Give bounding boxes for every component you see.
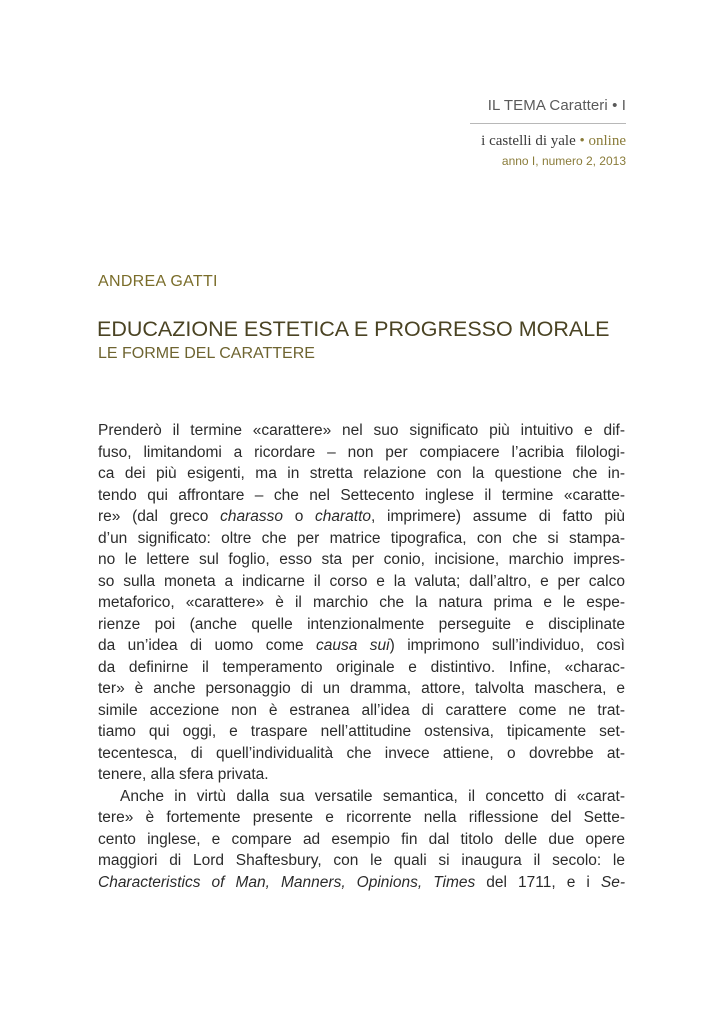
body-line: tecentesca, di quell’individualità che invece attiene, o dovrebbe at- bbox=[98, 744, 625, 762]
header-divider bbox=[470, 123, 626, 124]
body-line: d’un significato: oltre che per matrice tipografica, con che si stampa- bbox=[98, 529, 625, 547]
body-line-segment: re» (dal greco bbox=[98, 508, 221, 525]
italic-book-title: Characteristics of Man, Manners, Opinions, Times bbox=[98, 873, 476, 891]
article-subtitle: LE FORME DEL CARATTERE bbox=[98, 345, 315, 362]
journal-format: online bbox=[588, 133, 626, 149]
body-line: da definirne il temperamento originale e distintivo. Infine, «charac- bbox=[98, 658, 625, 676]
body-line: so sulla moneta a indicarne il corso e la valuta; dall’altro, e per calco bbox=[98, 572, 625, 590]
body-line-segment: del 1711, e i bbox=[486, 873, 601, 891]
body-line-segment: ) imprimono sull’individuo, così bbox=[389, 637, 625, 654]
italic-term: charasso bbox=[220, 508, 283, 525]
body-line: tiamo qui oggi, e traspare nell’attitudine ostensiva, tipicamente set- bbox=[98, 723, 625, 740]
body-line-segment: , imprimere) assume di fatto più bbox=[371, 508, 625, 525]
body-line: fuso, limitandomi a ricordare – non per compiacere l’acribia filologi- bbox=[98, 443, 625, 461]
body-line: tendo qui affrontare – che nel Settecento inglese il termine «caratte- bbox=[98, 486, 625, 504]
body-line-segment: o bbox=[283, 508, 315, 525]
journal-line bbox=[470, 132, 626, 150]
body-line: metaforico, «carattere» è il marchio che la natura prima e le espe- bbox=[98, 594, 625, 611]
body-line: tenere, alla sfera privata. bbox=[98, 766, 269, 783]
body-line: tere» è fortemente presente e ricorrente nella riflessione del Sette- bbox=[98, 809, 625, 826]
body-line: cento inglese, e compare ad esempio fin dal titolo delle due opere bbox=[98, 830, 625, 848]
body-line bbox=[98, 872, 625, 894]
italic-term: causa sui bbox=[316, 637, 390, 654]
body-line: no le lettere sul foglio, esso sta per conio, incisione, marchio impres- bbox=[98, 551, 625, 568]
body-line-segment bbox=[475, 874, 486, 891]
article-title: EDUCAZIONE ESTETICA E PROGRESSO MORALE bbox=[97, 317, 610, 341]
body-line: maggiori di Lord Shaftesbury, con le quali si inaugura il secolo: le bbox=[98, 852, 625, 869]
body-line: simile accezione non è estranea all’idea di carattere come ne trat- bbox=[98, 701, 625, 719]
section-label: IL TEMA Caratteri • I bbox=[487, 97, 626, 114]
journal-name: i castelli di yale bbox=[481, 133, 576, 149]
body-line bbox=[98, 506, 625, 528]
body-line: ter» è anche personaggio di un dramma, attore, talvolta maschera, e bbox=[98, 680, 625, 697]
article-author: ANDREA GATTI bbox=[98, 273, 218, 290]
italic-term: charatto bbox=[315, 508, 372, 525]
body-line: ca dei più esigenti, ma in stretta relazione con la questione che in- bbox=[98, 465, 625, 482]
journal-separator: • bbox=[579, 133, 585, 149]
running-header bbox=[470, 96, 626, 169]
article-body bbox=[98, 420, 625, 893]
italic-book-title: Se- bbox=[600, 873, 625, 891]
body-line: Anche in virtù dalla sua versatile semantica, il concetto di «carat- bbox=[120, 787, 625, 805]
body-line: rienze poi (anche quelle intenzionalmente perseguite e disciplinate bbox=[98, 615, 625, 633]
body-line-segment: da un’idea di uomo come bbox=[98, 637, 317, 654]
body-line bbox=[98, 635, 625, 657]
body-line: Prenderò il termine «carattere» nel suo significato più intuitivo e dif- bbox=[98, 422, 625, 439]
issue-info: anno I, numero 2, 2013 bbox=[501, 154, 626, 168]
